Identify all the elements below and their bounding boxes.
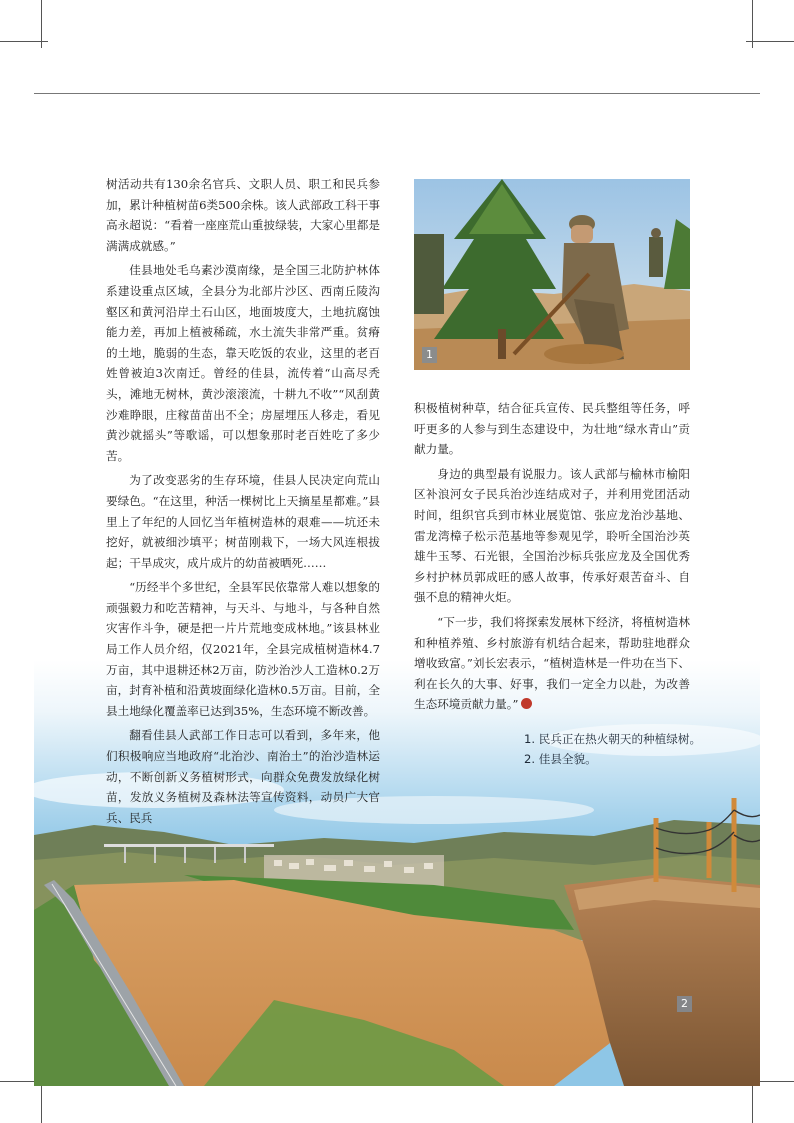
article-paragraph: “历经半个多世纪，全县军民依靠常人难以想象的顽强毅力和吃苦精神，与天斗、与地斗，与各种自然灾害作斗争，硬是把一片片荒地变成林地。”该县林业局工作人员介绍，仅2021年，全县完成植树造林4.7万亩，其中退耕还林2万亩，防沙治沙人工造林0.2万亩，封育补植和沿黄坡面绿化造林0.5万亩。目前，全县土地绿化覆盖率已达到35%，生态环境不断改善。 (106, 580, 380, 718)
photo-number-2: 2 (677, 996, 692, 1012)
end-mark-icon (521, 698, 532, 709)
article-paragraph: 翻看佳县人武部工作日志可以看到，多年来，他们积极响应当地政府“北治沙、南治土”的治沙造林运动，不断创新义务植树形式，向群众免费发放绿化树苗，发放义务植树及森林法等宣传资料，动员广大官兵、民兵 (106, 728, 380, 825)
article-paragraph (414, 612, 690, 715)
header-rule (34, 93, 760, 94)
article-paragraph: 身边的典型最有说服力。该人武部与榆林市榆阳区补浪河女子民兵治沙连结成对子，并利用党团活动时间，组织官兵到市林业展览馆、张应龙治沙基地、雷龙湾樟子松示范基地等参观见学，聆听全国治沙英雄牛玉琴、石光银，全国治沙标兵张应龙及全国优秀乡村护林员郭成旺的感人故事，传承好艰苦奋斗、自强不息的精神火炬。 (414, 466, 690, 605)
article-paragraph: 佳县地处毛乌素沙漠南缘，是全国三北防护林体系建设重点区域，全县分为北部片沙区、西南丘陵沟壑区和黄河沿岸土石山区，地面坡度大，土地抗腐蚀能力差，再加上植被稀疏，水土流失非常严重。贫瘠的土地，脆弱的生态，靠天吃饭的农业，这里的老百姓曾被迫3次南迁。曾经的佳县，流传着“山高尽秃头，滩地无树林，黄沙滚滚流，十耕九不收”“风刮黄沙难睁眼，庄稼苗苗出不全；房屋埋压人移走，看见黄沙就摇头”等歌谣，可以想象那时老百姓吃了多少苦。 (106, 263, 380, 463)
article-closing-text: “下一步，我们将探索发展林下经济，将植树造林和种植养殖、乡村旅游有机结合起来，帮助驻地群众增收致富。”刘长宏表示，“植树造林是一件功在当下、利在长久的大事、好事，我们一定全力以赴，为改善生态环境贡献力量。” (414, 614, 690, 712)
crop-mark (746, 41, 794, 42)
article-paragraph: 树活动共有130余名官兵、文职人员、职工和民兵参加，累计种植树苗6类500余株。该人武部政工科干事高永超说：“看着一座座荒山重披绿装，大家心里都是满满成就感。” (106, 177, 380, 253)
caption-2: 2. 佳县全貌。 (524, 752, 597, 766)
photo-number-1: 1 (422, 347, 437, 363)
article-paragraph: 积极植树种草，结合征兵宣传、民兵整组等任务，呼吁更多的人参与到生态建设中，为壮地“绿水青山”贡献力量。 (414, 401, 690, 457)
photo-captions (524, 729, 701, 769)
article-left-column (106, 174, 380, 828)
crop-mark (0, 41, 48, 42)
caption-1: 1. 民兵正在热火朝天的种植绿树。 (524, 732, 702, 746)
tree-planting-photo (414, 179, 690, 370)
article-right-column (414, 398, 690, 715)
article-paragraph: 为了改变恶劣的生存环境，佳县人民决定向荒山要绿色。“在这里，种活一棵树比上天摘星星都难。”县里上了年纪的人回忆当年植树造林的艰难——坑还未挖好，就被细沙填平；树苗刚栽下，一场大风连根拔起；干旱成灾，成片成片的幼苗被晒死…… (106, 473, 380, 570)
